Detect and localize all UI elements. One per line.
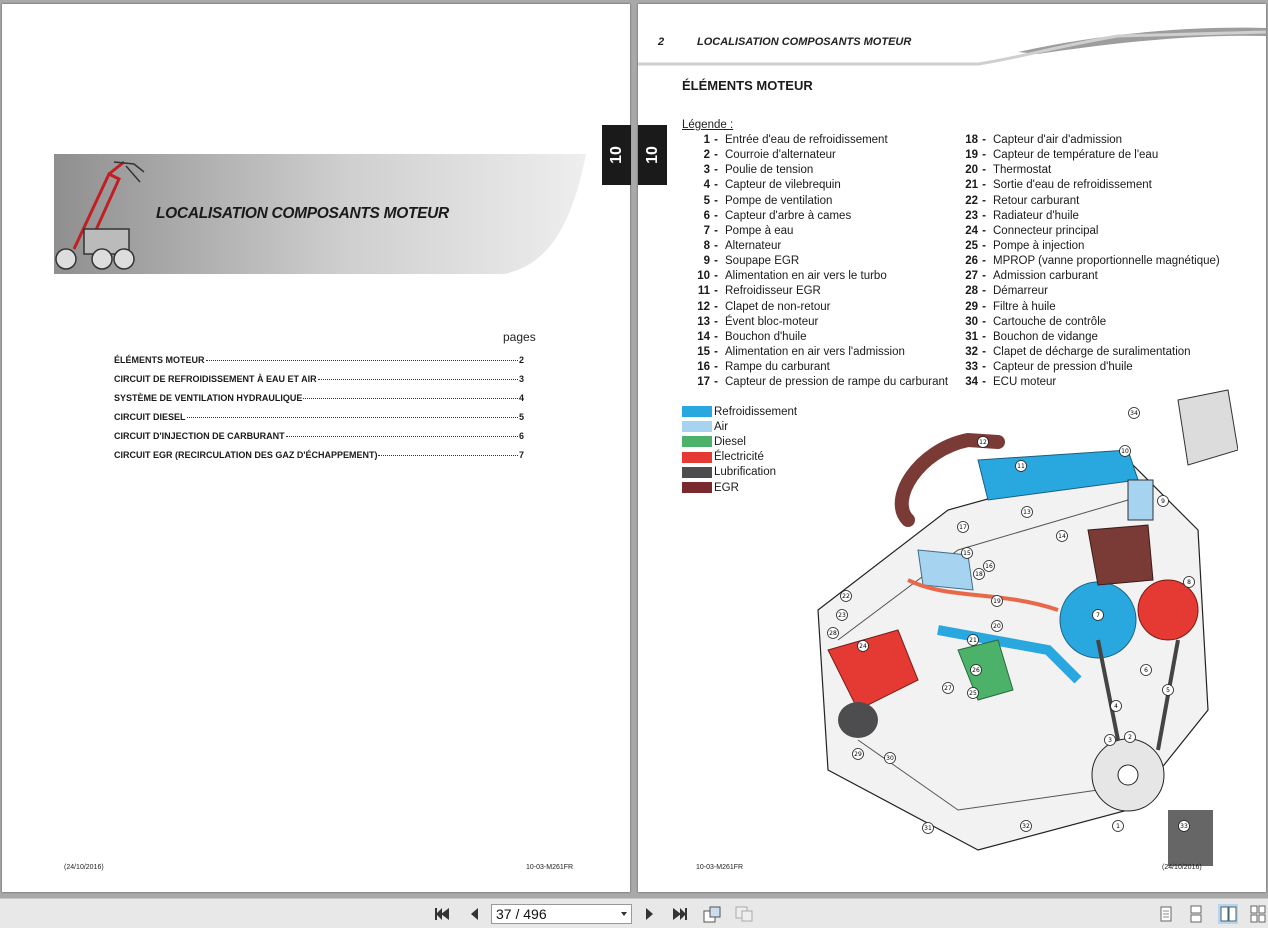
chevron-down-icon[interactable] <box>621 912 627 916</box>
toc-entry-title: CIRCUIT EGR (RECIRCULATION DES GAZ D'ÉCHAPPEMENT) <box>114 450 378 460</box>
legend-item-number: 14 <box>697 330 710 343</box>
callout-label: 6 <box>1144 667 1148 674</box>
legend-dash: - <box>714 209 718 222</box>
callout-label: 2 <box>1128 734 1132 741</box>
legend-dash: - <box>982 270 986 283</box>
legend-item <box>950 148 1220 163</box>
callout-label: 26 <box>972 667 980 674</box>
legend-dash: - <box>714 285 718 298</box>
legend-item-text: Cartouche de contrôle <box>993 315 1107 328</box>
color-legend <box>682 404 797 495</box>
legend-item-text: Pompe à eau <box>725 224 794 237</box>
legend-item-number: 3 <box>703 164 710 177</box>
callout-label: 21 <box>969 637 977 644</box>
legend-item <box>682 254 948 269</box>
legend-item-number: 6 <box>703 209 710 222</box>
color-swatch <box>682 436 712 447</box>
legend-item <box>682 209 948 224</box>
left-page <box>2 4 630 892</box>
legend-item-text: Courroie d'alternateur <box>725 149 836 162</box>
legend-item-number: 11 <box>697 285 710 298</box>
toc-leader <box>378 455 518 456</box>
color-legend-label: Électricité <box>714 451 764 464</box>
legend-item <box>682 239 948 254</box>
legend-item <box>950 315 1220 330</box>
legend-item-number: 21 <box>965 179 978 192</box>
legend-item-number: 26 <box>965 255 978 268</box>
legend-dash: - <box>982 179 986 192</box>
legend-item-text: Capteur de température de l'eau <box>993 149 1159 162</box>
legend-item-number: 1 <box>703 134 710 146</box>
legend-item-number: 29 <box>965 300 978 313</box>
first-page-icon[interactable] <box>432 904 452 924</box>
page-number: 2 <box>658 36 665 48</box>
legend-item-number: 8 <box>703 239 710 252</box>
color-legend-item <box>682 450 797 465</box>
toc-entry-page: 3 <box>518 374 524 384</box>
legend-dash: - <box>982 315 986 328</box>
legend-column-1 <box>682 133 948 390</box>
callout-label: 8 <box>1187 579 1191 586</box>
callout-label: 19 <box>993 598 1001 605</box>
legend-item <box>682 330 948 345</box>
legend-item-text: Thermostat <box>993 164 1052 177</box>
toc-entry-title: ÉLÉMENTS MOTEUR <box>114 355 205 365</box>
color-legend-item <box>682 404 797 419</box>
header-title: LOCALISATION COMPOSANTS MOTEUR <box>697 36 912 48</box>
color-swatch <box>682 467 712 478</box>
callout-label: 18 <box>975 571 983 578</box>
legend-item <box>682 315 948 330</box>
legend-item-text: Poulie de tension <box>725 164 814 177</box>
legend-label: Légende : <box>682 119 734 131</box>
legend-dash: - <box>982 224 986 237</box>
footer-ref: 10-03-M261FR <box>696 864 744 871</box>
legend-item <box>682 133 948 148</box>
last-page-icon[interactable] <box>670 904 690 924</box>
legend-item-number: 12 <box>697 300 710 313</box>
legend-dash: - <box>982 209 986 222</box>
legend-dash: - <box>714 239 718 252</box>
legend-item-text: Bouchon de vidange <box>993 330 1098 343</box>
legend-item <box>950 269 1220 284</box>
legend-dash: - <box>982 134 986 146</box>
legend-item-text: Rampe du carburant <box>725 361 830 374</box>
legend-item <box>682 163 948 178</box>
legend-item-text: Alimentation en air vers le turbo <box>725 270 887 283</box>
callout-label: 15 <box>963 550 971 557</box>
page-number-input[interactable]: 37 / 496 <box>491 904 632 924</box>
legend-item-number: 7 <box>703 224 710 237</box>
legend-item-text: Admission carburant <box>993 270 1098 283</box>
toc-leader <box>318 379 518 380</box>
legend-item-number: 17 <box>697 376 710 389</box>
legend-dash: - <box>982 285 986 298</box>
legend-item <box>682 300 948 315</box>
legend-dash: - <box>982 239 986 252</box>
legend-item <box>950 330 1220 345</box>
legend-item-text: Pompe de ventilation <box>725 194 833 207</box>
legend-item <box>682 269 948 284</box>
toc-entry-title: CIRCUIT D'INJECTION DE CARBURANT <box>114 431 285 441</box>
legend-dash: - <box>714 361 718 374</box>
legend-item <box>682 224 948 239</box>
legend-item-number: 28 <box>965 285 978 298</box>
legend-item <box>950 360 1220 375</box>
toc-entry-page: 6 <box>518 431 524 441</box>
callout-label: 34 <box>1130 410 1138 417</box>
legend-item-text: Entrée d'eau de refroidissement <box>725 134 888 146</box>
legend-dash: - <box>982 361 986 374</box>
legend-item-number: 22 <box>965 194 978 207</box>
callout-label: 13 <box>1023 509 1031 516</box>
legend-dash: - <box>714 194 718 207</box>
legend-item-text: Capteur de pression de rampe du carburant <box>725 376 949 389</box>
legend-item <box>950 239 1220 254</box>
footer-date: (24/10/2016) <box>64 864 104 871</box>
callout-label: 7 <box>1096 612 1100 619</box>
legend-dash: - <box>714 164 718 177</box>
legend-item-number: 34 <box>965 376 978 389</box>
callout-label: 27 <box>944 685 952 692</box>
callout-label: 5 <box>1166 687 1170 694</box>
callout-label: 4 <box>1114 703 1118 710</box>
legend-dash: - <box>982 194 986 207</box>
unused-icon[interactable] <box>734 904 754 924</box>
callout-label: 33 <box>1180 823 1188 830</box>
toc-entry[interactable] <box>114 393 524 412</box>
callout-label: 32 <box>1022 823 1030 830</box>
callout-label: 22 <box>842 593 850 600</box>
legend-item-number: 24 <box>965 224 978 237</box>
legend-item-number: 23 <box>965 209 978 222</box>
right-page <box>638 4 1266 892</box>
legend-dash: - <box>982 330 986 343</box>
legend-item-number: 33 <box>965 361 978 374</box>
single-page-view-icon[interactable] <box>1156 904 1176 924</box>
legend-item-number: 19 <box>965 149 978 162</box>
legend-item-text: Sortie d'eau de refroidissement <box>993 179 1152 192</box>
legend-item-text: Évent bloc-moteur <box>725 315 819 328</box>
legend-item <box>950 133 1220 148</box>
legend-dash: - <box>714 149 718 162</box>
toc-entry[interactable] <box>114 412 524 431</box>
legend-item-number: 4 <box>703 179 710 192</box>
legend-dash: - <box>982 376 986 389</box>
legend-item-number: 25 <box>965 239 978 252</box>
legend-item-number: 10 <box>697 270 710 283</box>
navigation-toolbar <box>0 898 1268 928</box>
table-of-contents <box>114 355 524 469</box>
legend-item-text: Alimentation en air vers l'admission <box>725 345 905 358</box>
legend-item-text: Capteur de pression d'huile <box>993 361 1133 374</box>
callout-label: 12 <box>979 439 987 446</box>
legend-dash: - <box>714 270 718 283</box>
toc-entry-page: 4 <box>518 393 524 403</box>
toc-entry[interactable] <box>114 374 524 393</box>
legend-item-number: 16 <box>697 361 710 374</box>
toc-entry-title: CIRCUIT DE REFROIDISSEMENT À EAU ET AIR <box>114 374 317 384</box>
legend-dash: - <box>714 224 718 237</box>
legend-item <box>950 209 1220 224</box>
legend-item-text: ECU moteur <box>993 376 1057 389</box>
legend-dash: - <box>714 134 718 146</box>
legend-item-number: 30 <box>965 315 978 328</box>
legend-item-number: 20 <box>965 164 978 177</box>
legend-item-text: Connecteur principal <box>993 224 1099 237</box>
legend-item-number: 32 <box>965 345 978 358</box>
toc-leader <box>303 398 518 399</box>
legend-item-text: Pompe à injection <box>993 239 1085 252</box>
callout-label: 31 <box>924 825 932 832</box>
legend-dash: - <box>714 255 718 268</box>
legend-item <box>682 178 948 193</box>
legend-item-text: Retour carburant <box>993 194 1080 207</box>
legend-dash: - <box>982 345 986 358</box>
callout-label: 16 <box>985 563 993 570</box>
legend-item-text: Démarreur <box>993 285 1048 298</box>
legend-dash: - <box>982 164 986 177</box>
legend-dash: - <box>714 330 718 343</box>
legend-item-text: Bouchon d'huile <box>725 330 807 343</box>
legend-dash: - <box>714 315 718 328</box>
legend-item <box>950 163 1220 178</box>
legend-item-text: Clapet de décharge de suralimentation <box>993 345 1191 358</box>
legend-item-number: 13 <box>697 315 710 328</box>
legend-item-text: Alternateur <box>725 239 782 252</box>
toc-entry-page: 2 <box>518 355 524 365</box>
color-legend-item <box>682 480 797 495</box>
legend-item-number: 27 <box>965 270 978 283</box>
legend-dash: - <box>714 345 718 358</box>
callout-label: 25 <box>969 690 977 697</box>
toc-leader <box>187 417 518 418</box>
legend-item <box>950 284 1220 299</box>
engine-illustration <box>798 380 1238 866</box>
two-page-continuous-icon[interactable] <box>1248 904 1268 924</box>
color-legend-label: Air <box>714 420 729 433</box>
legend-item-number: 2 <box>703 149 710 162</box>
color-swatch <box>682 421 712 432</box>
chapter-tab: 10 <box>638 125 667 185</box>
toc-entry[interactable] <box>114 355 524 374</box>
legend-item <box>950 224 1220 239</box>
color-legend-item <box>682 419 797 434</box>
legend-item-text: Clapet de non-retour <box>725 300 831 313</box>
color-legend-item <box>682 465 797 480</box>
two-page-view-icon[interactable] <box>1218 904 1238 924</box>
callout-label: 9 <box>1161 498 1165 505</box>
toc-entry-page: 7 <box>518 450 524 460</box>
legend-item <box>950 194 1220 209</box>
color-swatch <box>682 452 712 463</box>
color-swatch <box>682 482 712 493</box>
toc-entry-title: SYSTÈME DE VENTILATION HYDRAULIQUE <box>114 393 303 403</box>
legend-item <box>682 360 948 375</box>
legend-dash: - <box>714 376 718 389</box>
continuous-view-icon[interactable] <box>1186 904 1206 924</box>
legend-dash: - <box>714 300 718 313</box>
legend-item-text: Radiateur d'huile <box>993 209 1079 222</box>
legend-column-2 <box>950 133 1220 390</box>
section-title: ÉLÉMENTS MOTEUR <box>682 78 813 93</box>
legend-item-text: Capteur d'air d'admission <box>993 134 1123 146</box>
toc-entry-title: CIRCUIT DIESEL <box>114 412 186 422</box>
toc-leader <box>286 436 518 437</box>
callout-label: 1 <box>1116 823 1120 830</box>
callout-label: 3 <box>1108 737 1112 744</box>
toc-entry[interactable] <box>114 431 524 450</box>
legend-item-text: MPROP (vanne proportionnelle magnétique) <box>993 255 1220 268</box>
callout-label: 28 <box>829 630 837 637</box>
footer-ref: 10-03-M261FR <box>526 864 574 871</box>
legend-item-text: Capteur de vilebrequin <box>725 179 841 192</box>
legend-item-text: Refroidisseur EGR <box>725 285 821 298</box>
color-legend-label: Lubrification <box>714 466 777 479</box>
legend-dash: - <box>982 255 986 268</box>
callout-label: 20 <box>993 623 1001 630</box>
legend-dash: - <box>982 149 986 162</box>
callout-label: 11 <box>1017 463 1025 470</box>
legend-item <box>950 178 1220 193</box>
chapter-tab: 10 <box>602 125 631 185</box>
chapter-title: LOCALISATION COMPOSANTS MOTEUR <box>156 205 449 222</box>
legend-item <box>950 345 1220 360</box>
legend-dash: - <box>714 179 718 192</box>
callout-label: 17 <box>959 524 967 531</box>
legend-item-number: 31 <box>965 330 978 343</box>
legend-item <box>950 300 1220 315</box>
legend-item-number: 9 <box>703 255 710 268</box>
callout-label: 30 <box>886 755 894 762</box>
pages-label: pages <box>503 330 536 344</box>
callout-label: 29 <box>854 751 862 758</box>
color-legend-label: EGR <box>714 481 739 494</box>
legend-item-text: Soupape EGR <box>725 255 800 268</box>
color-legend-item <box>682 434 797 449</box>
rotate-icon[interactable] <box>702 904 722 924</box>
legend-item <box>950 254 1220 269</box>
toc-leader <box>206 360 518 361</box>
footer-date: (24/10/2016) <box>1162 864 1202 871</box>
header-swoosh <box>638 24 1266 74</box>
legend-item <box>682 194 948 209</box>
legend-item <box>682 148 948 163</box>
toc-entry[interactable] <box>114 450 524 469</box>
toc-entry-page: 5 <box>518 412 524 422</box>
legend-item <box>682 284 948 299</box>
prev-page-icon[interactable] <box>464 904 484 924</box>
next-page-icon[interactable] <box>640 904 660 924</box>
color-legend-label: Diesel <box>714 435 746 448</box>
legend-item-text: Capteur d'arbre à cames <box>725 209 852 222</box>
callout-label: 23 <box>838 612 846 619</box>
legend-dash: - <box>982 300 986 313</box>
legend-item-number: 5 <box>703 194 710 207</box>
legend-item-number: 18 <box>965 134 978 146</box>
callout-label: 24 <box>859 643 867 650</box>
legend-item-number: 15 <box>697 345 710 358</box>
legend-item <box>682 345 948 360</box>
callout-label: 10 <box>1121 448 1129 455</box>
color-legend-label: Refroidissement <box>714 405 798 418</box>
callout-label: 14 <box>1058 533 1066 540</box>
color-swatch <box>682 406 712 417</box>
legend-item-text: Filtre à huile <box>993 300 1056 313</box>
